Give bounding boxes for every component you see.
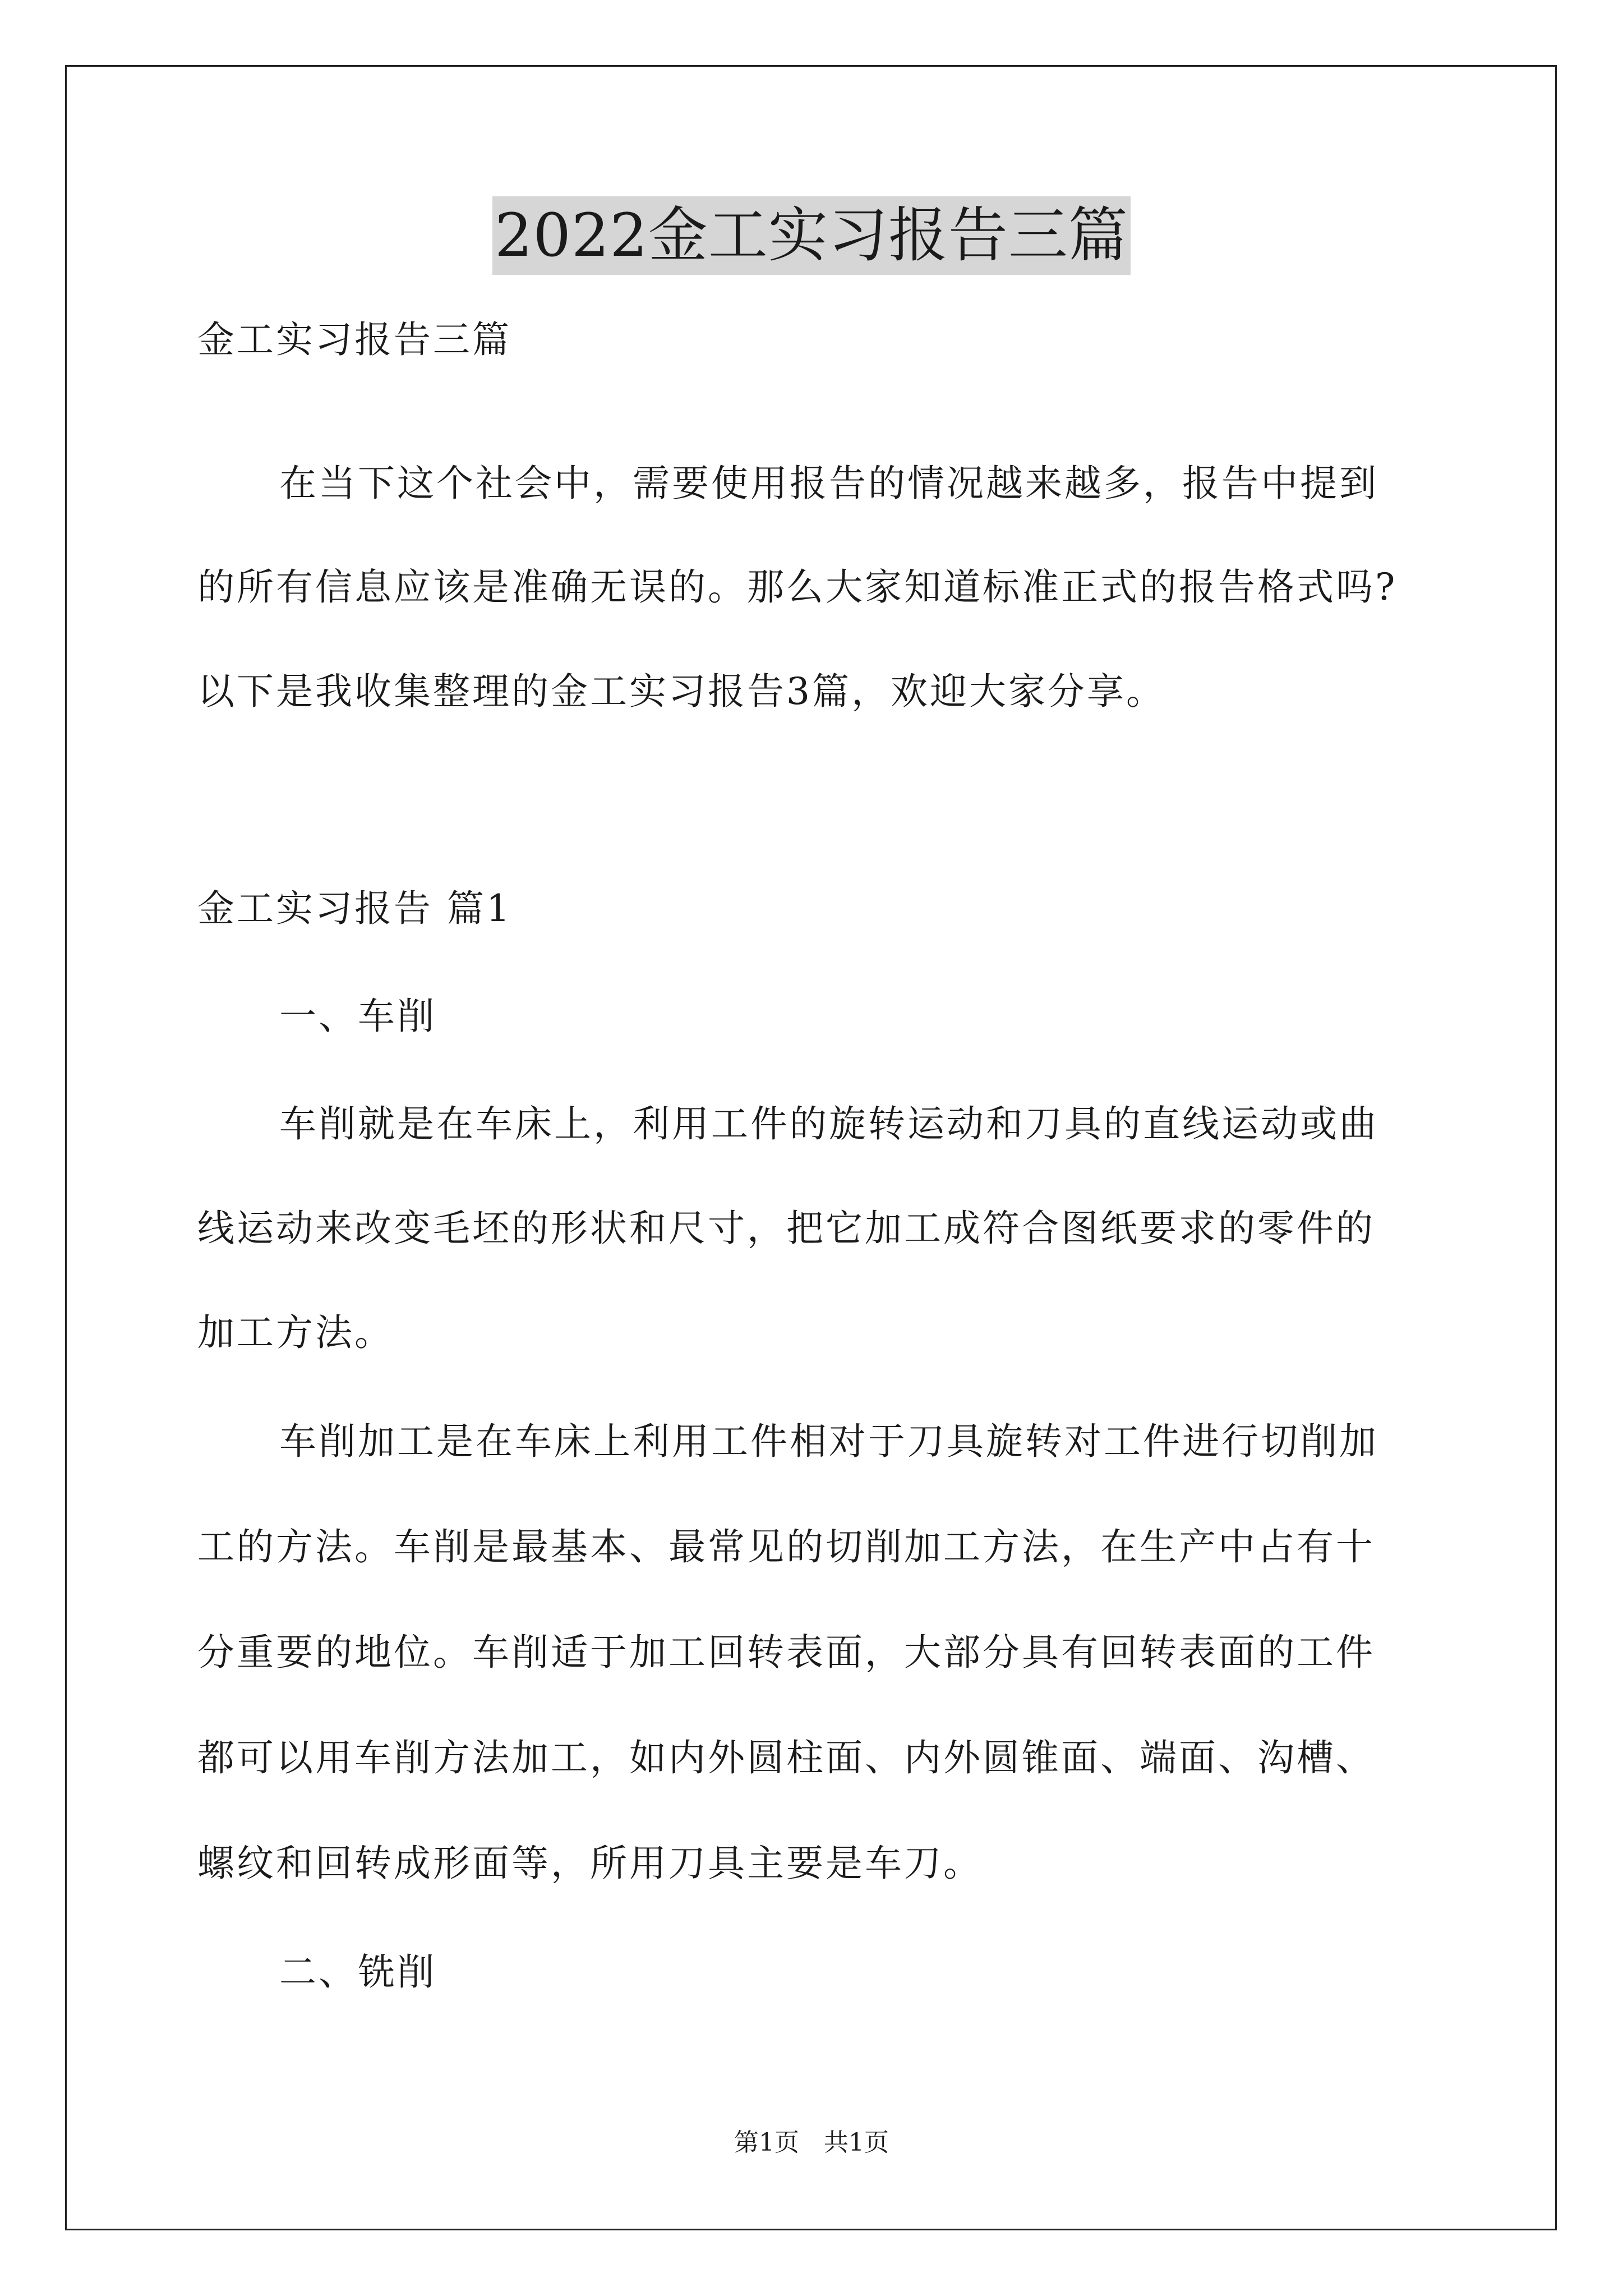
document-title: 2022金工实习报告三篇 — [492, 196, 1131, 275]
intro-line: 的所有信息应该是准确无误的。那么大家知道标准正式的报告格式吗? — [197, 565, 1398, 609]
part-heading: 一、车削 — [279, 995, 436, 1038]
paragraph-line: 分重要的地位。车削适于加工回转表面，大部分具有回转表面的工件 — [197, 1631, 1375, 1674]
paragraph-line: 加工方法。 — [197, 1311, 394, 1354]
intro-line: 以下是我收集整理的金工实习报告3篇，欢迎大家分享。 — [197, 670, 1165, 713]
section-heading: 金工实习报告 篇1 — [197, 887, 512, 930]
subtitle: 金工实习报告三篇 — [197, 318, 511, 361]
intro-line: 在当下这个社会中，需要使用报告的情况越来越多，报告中提到 — [279, 462, 1378, 505]
paragraph-line: 线运动来改变毛坯的形状和尺寸，把它加工成符合图纸要求的零件的 — [197, 1207, 1375, 1250]
page-border — [65, 65, 1557, 2230]
paragraph-line: 工的方法。车削是最基本、最常见的切削加工方法，在生产中占有十 — [197, 1525, 1375, 1568]
paragraph-line: 车削就是在车床上，利用工件的旋转运动和刀具的直线运动或曲 — [279, 1102, 1378, 1145]
paragraph-line: 螺纹和回转成形面等，所用刀具主要是车刀。 — [197, 1842, 983, 1885]
part-heading: 二、铣削 — [279, 1950, 436, 1994]
title-container — [0, 196, 1623, 275]
paragraph-line: 车削加工是在车床上利用工件相对于刀具旋转对工件进行切削加 — [279, 1420, 1378, 1463]
page-footer: 第1页 共1页 — [734, 2128, 889, 2157]
paragraph-line: 都可以用车削方法加工，如内外圆柱面、内外圆锥面、端面、沟槽、 — [197, 1736, 1375, 1779]
